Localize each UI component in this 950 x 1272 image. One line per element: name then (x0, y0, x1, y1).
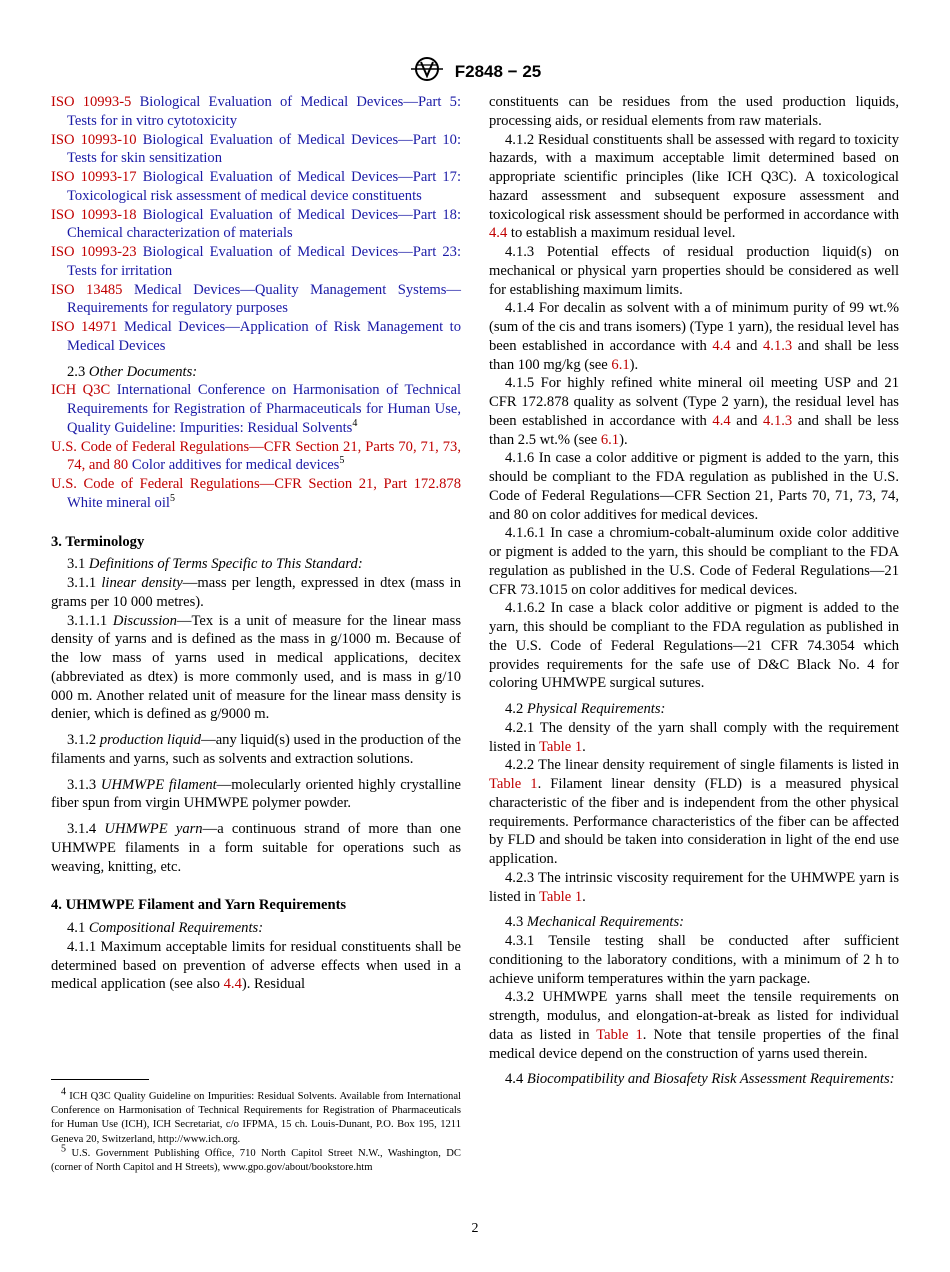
reference-code[interactable]: ICH Q3C (51, 382, 111, 399)
section-4-1-6-1: 4.1.6.1 In case a chromium-cobalt-aluminum oxide color additive or pigment is added to the yarn, this should be compliant to the FDA regulation as published in the U.S. Code of Federal Regulations—21 CFR 73.1015 on color additives for medical devices. (489, 525, 899, 598)
section-3-1-3: 3.1.3 UHMWPE filament—molecularly oriented highly crystalline fiber spun from virgin UHMWPE polymer powder. (51, 776, 461, 812)
section-3-heading: 3. Terminology (51, 533, 145, 550)
reference-title[interactable]: Medical Devices—Quality Management Systems—Requirements for regulatory purposes (67, 281, 462, 317)
reference-title[interactable]: Biological Evaluation of Medical Devices—Part 23: Tests for irritation (67, 244, 462, 279)
section-4-1-4: 4.1.4 For decalin as solvent with a of minimum purity of 99 wt.% (sum of the cis and trans isomers) (Type 1 yarn), the residual level has been established in accordance with 4.4 and 4.1.3 and shall be less than 100 mg/kg (see 6.1). (489, 300, 899, 373)
section-4-3-2: 4.3.2 UHMWPE yarns shall meet the tensile requirements on strength, modulus, and elongation-at-break as listed for individual data as listed in Table 1. Note that tensile properties of the final medical device depend on the construction of yarns used therein. (489, 989, 899, 1062)
cross-reference-link[interactable]: 4.1.3 (763, 337, 793, 354)
reference-code[interactable]: ISO 10993-17 (51, 169, 137, 185)
reference-item (51, 93, 461, 131)
section-4-4: 4.4 Biocompatibility and Biosafety Risk Assessment Requirements: (505, 1071, 895, 1088)
reference-code[interactable]: U.S. Code of Federal Regulations—CFR Section 21, Parts 70, 71, 73, 74, and 80 (51, 438, 461, 474)
section-4-1-2: 4.1.2 Residual constituents shall be assessed with regard to toxicity hazards, with a maximum acceptable limit determined based on appropriate scientific principles (like ICH Q3C). A toxicological hazard assessment and subsequent exposure assessment and toxicological risk assessment should be performed in accordance with 4.4 to establish a maximum residual level. (489, 131, 899, 242)
section-3-1-2: 3.1.2 production liquid—any liquid(s) used in the production of the filaments and yarns, such as solvents and extraction solutions. (51, 732, 461, 767)
section-4-3: 4.3 Mechanical Requirements: (505, 914, 685, 931)
cross-reference-link[interactable]: 4.1.3 (763, 412, 793, 429)
section-4-1-6-2: 4.1.6.2 In case a black color additive or pigment is added to the yarn, this should be compliant to the FDA regulation as published in the U.S. Code of Federal Regulations—21 CFR 74.3054 which provides requirements for the safe use of D&C Black No. 4 for coloring UHMWPE surgical sutures. (489, 600, 899, 692)
table-reference-link[interactable]: Table 1 (489, 776, 538, 792)
footnote-item: $^5$ U.S. Government Publishing Office, 710 North Capitol Street N.W., Washington, DC (corner of North Capitol and H Streets), www.gpo.gov/about/bookstore.htm (51, 1143, 461, 1174)
reference-item (51, 243, 461, 281)
section-3-1-1: 3.1.1 linear density—mass per length, expressed in dtex (mass in grams per 10 000 metres). (51, 575, 461, 610)
reference-code[interactable]: ISO 10993-18 (51, 206, 137, 223)
reference-title[interactable]: Biological Evaluation of Medical Devices—Part 17: Toxicological risk assessment of medical device constituents (67, 169, 462, 204)
section-4-3-1: 4.3.1 Tensile testing shall be conducted after sufficient conditioning to the laboratory conditions, with a minimum of 2 h to achieve uniform temperatures within the yarn package. (489, 933, 899, 987)
reference-code[interactable]: U.S. Code of Federal Regulations—CFR Section 21, Part 172.878 (51, 476, 461, 492)
reference-item (51, 475, 461, 513)
astm-logo-icon (409, 56, 445, 87)
section-4-heading: 4. UHMWPE Filament and Yarn Requirements (51, 897, 347, 914)
section-title: Other Documents: (88, 363, 198, 380)
footnote-number: 5 (61, 1143, 66, 1155)
cross-reference-link[interactable]: 6.1 (611, 356, 630, 373)
reference-code[interactable]: ISO 13485 (51, 281, 123, 298)
reference-title[interactable]: Biological Evaluation of Medical Devices—Part 18: Chemical characterization of materials (67, 206, 462, 242)
footnote-divider (51, 1079, 149, 1080)
footnote-marker[interactable]: 4 (352, 417, 358, 429)
cross-reference-link[interactable]: 4.4 (489, 225, 508, 242)
iso-reference-list (51, 93, 461, 356)
standard-designation: F2848 − 25 (454, 61, 542, 81)
footnote-item: $^4$ ICH Q3C Quality Guideline on Impurities: Residual Solvents. Available from International Conference on Harmonisation of Technical Requirements for Registration of Pharmaceuticals for Human Use (ICH), ICH Secretariat, c/o IFPMA, 15 ch. Louis-Dunant, P.O. Box 195, 1211 Geneva 20, Switzerland, http://www.ich.org. (51, 1086, 461, 1145)
section-4-1-5: 4.1.5 For highly refined white mineral oil meeting USP and 21 CFR 172.878 quality as solvent (Type 2 yarn), the residual level has been established in accordance with 4.4 and 4.1.3 and shall be less than 2.5 wt.% (see 6.1). (489, 375, 899, 448)
section-4-2-1: 4.2.1 The density of the yarn shall comply with the requirement listed in Table 1. (489, 719, 899, 755)
section-4-1-3: 4.1.3 Potential effects of residual production liquid(s) on mechanical or physical yarn properties should be considered as well for establishing maximum limits. (489, 244, 899, 298)
table-reference-link[interactable]: Table 1 (596, 1026, 643, 1043)
section-3-1-4: 3.1.4 UHMWPE yarn—a continuous strand of more than one UHMWPE filaments in a form suitable for operations such as weaving, knitting, etc. (51, 821, 461, 875)
reference-title[interactable]: Biological Evaluation of Medical Devices—Part 10: Tests for skin sensitization (67, 131, 462, 167)
footnote-marker[interactable]: 5 (169, 492, 175, 504)
reference-code[interactable]: ISO 10993-23 (51, 244, 137, 260)
reference-item (51, 131, 461, 169)
cross-reference-link[interactable]: 4.4 (712, 412, 731, 429)
section-4-2: 4.2 Physical Requirements: (505, 701, 666, 717)
cross-reference-link[interactable]: 6.1 (600, 431, 620, 448)
reference-item (51, 318, 461, 356)
footnote-marker[interactable]: 5 (339, 455, 345, 467)
reference-code[interactable]: ISO 10993-10 (51, 131, 137, 148)
section-4-2-3: 4.2.3 The intrinsic viscosity requirement for the UHMWPE yarn is listed in Table 1. (489, 869, 899, 905)
reference-item (51, 438, 461, 476)
section-3-1: 3.1 Definitions of Terms Specific to This Standard: (67, 556, 363, 573)
section-4-1-1-start: 4.1.1 Maximum acceptable limits for residual constituents shall be determined based on prevention of adverse effects when used in a medical application (see also 4.4). Residual (51, 938, 461, 993)
reference-item (51, 281, 461, 319)
page-header (0, 56, 950, 82)
table-reference-link[interactable]: Table 1 (539, 738, 583, 755)
left-column (51, 93, 461, 994)
reference-item (51, 206, 461, 244)
reference-title[interactable]: Biological Evaluation of Medical Devices—Part 5: Tests for in vitro cytotoxicity (67, 94, 461, 129)
right-column (489, 93, 899, 1089)
table-reference-link[interactable]: Table 1 (539, 888, 583, 905)
reference-code[interactable]: ISO 10993-5 (51, 94, 132, 110)
reference-title[interactable]: Color additives for medical devices (131, 457, 340, 474)
reference-item (51, 168, 461, 206)
section-4-1-6: 4.1.6 In case a color additive or pigment is added to the yarn, this should be compliant to the FDA regulation as published in the U.S. Code of Federal Regulations—CFR Section 21, Parts 70, 71, 73, 74, and 80 on color additives for medical devices. (489, 450, 899, 523)
section-4-1: 4.1 Compositional Requirements: (67, 920, 264, 936)
section-2-3 (51, 363, 461, 382)
reference-code[interactable]: ISO 14971 (51, 319, 118, 335)
page-number: 2 (471, 1221, 479, 1236)
cross-reference-link[interactable]: 4.4 (223, 976, 242, 993)
section-4-1-1-continued: constituents can be residues from the used production liquids, processing aids, or residual elements from raw materials. (489, 94, 899, 129)
section-4-2-2: 4.2.2 The linear density requirement of single filaments is listed in Table 1. Filament linear density (FLD) is a measured physical characteristic of the fiber and is independent from the other physical requirements. Performance characteristics of the fiber can be affected by FLD and should be taken into consideration in light of the end use application. (489, 757, 899, 867)
footnote-number: 4 (61, 1086, 66, 1098)
section-3-1-1-1: 3.1.1.1 Discussion—Tex is a unit of measure for the linear mass density of yarns and is defined as the mass in g/1000 m. Because of the low mass of yarns used in medical applications, decitex (abbreviated as dtex) is more commonly used, and is mass in g/10 000 m. Another related unit of measure for the linear mass density is denier, which is defined as g/9000 m. (51, 612, 462, 723)
reference-item (51, 381, 461, 437)
footnotes (51, 1079, 461, 1175)
section-number: 2.3 (67, 363, 86, 380)
reference-title[interactable]: Medical Devices—Application of Risk Management to Medical Devices (67, 319, 461, 354)
cross-reference-link[interactable]: 4.4 (712, 337, 731, 354)
reference-title[interactable]: White mineral oil (67, 494, 170, 511)
other-reference-list (51, 381, 461, 512)
reference-title[interactable]: International Conference on Harmonisation of Technical Requirements for Registration of Pharmaceuticals for Human Use, Quality Guideline: Impurities: Residual Solvents (67, 382, 462, 436)
